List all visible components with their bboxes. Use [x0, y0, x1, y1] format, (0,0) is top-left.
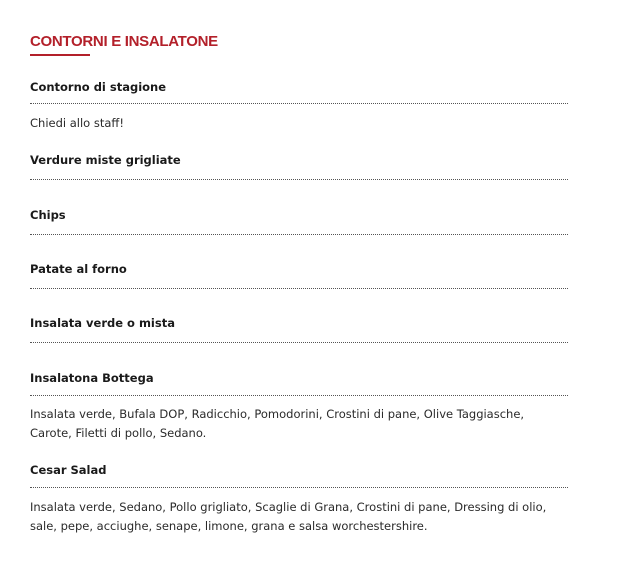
item-divider: [30, 288, 568, 289]
item-divider: [30, 342, 568, 343]
section-title: CONTORNI E INSALATONE: [30, 33, 218, 50]
item-divider: [30, 179, 568, 180]
item-name-cesar-salad: Cesar Salad: [30, 463, 107, 477]
item-divider: [30, 103, 568, 104]
item-divider: [30, 234, 568, 235]
item-divider: [30, 395, 568, 396]
item-description-contorno-di-stagione: Chiedi allo staff!: [30, 116, 124, 130]
item-name-insalatona-bottega: Insalatona Bottega: [30, 371, 154, 385]
title-underline: [30, 54, 90, 56]
item-name-patate-al-forno: Patate al forno: [30, 262, 127, 276]
item-name-insalata-verde-o-mista: Insalata verde o mista: [30, 316, 175, 330]
item-name-chips: Chips: [30, 208, 66, 222]
item-name-verdure-miste-grigliate: Verdure miste grigliate: [30, 153, 181, 167]
item-description-cesar-salad: Insalata verde, Sedano, Pollo grigliato, Scaglie di Grana, Crostini di pane, Dressing di olio, sale, pepe, acciughe, senape, limone, grana e salsa worchestershire.: [30, 500, 547, 533]
item-name-contorno-di-stagione: Contorno di stagione: [30, 80, 167, 94]
item-description-insalatona-bottega: Insalata verde, Bufala DOP, Radicchio, Pomodorini, Crostini di pane, Olive Taggiasche, Carote, Filetti di pollo, Sedano.: [30, 407, 525, 440]
item-divider: [30, 487, 568, 488]
